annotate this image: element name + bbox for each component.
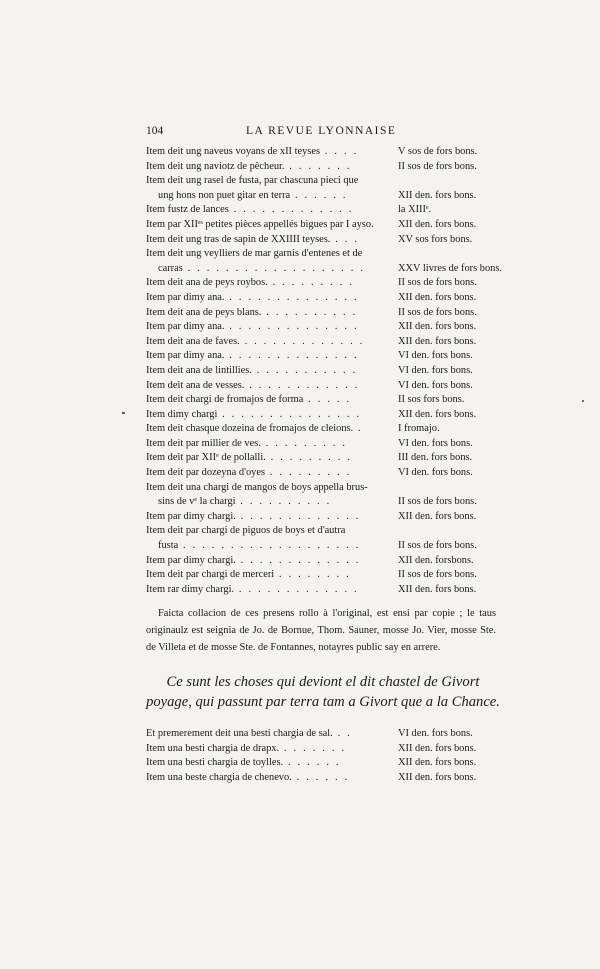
toll-entry	[146, 771, 496, 786]
toll-amount: VI den. fors bons.	[398, 364, 473, 376]
toll-entry	[146, 320, 496, 335]
journal-title: LA REVUE LYONNAISE	[246, 125, 397, 137]
toll-entry	[146, 160, 496, 175]
entry-text: Item una besti chargia de drapx. . . . . . . .	[146, 742, 347, 754]
toll-amount: XII den. forsbons.	[398, 554, 474, 566]
entry-text: fusta . . . . . . . . . . . . . . . . . . .	[158, 540, 361, 552]
entry-text: Item deit ung veylliers de mar garnis d'entenes et de	[146, 248, 363, 260]
toll-amount: XII den. fors bons.	[398, 218, 477, 230]
leader-dots: . . . . . . .	[284, 160, 352, 172]
entry-text: Item deit par chargi de merceri . . . . . . . .	[146, 569, 351, 581]
leader-dots: . . . . . . . . .	[260, 437, 348, 449]
toll-entry	[146, 276, 496, 291]
toll-amount: III den. fors bons.	[398, 452, 473, 464]
toll-amount: XXV livres de fors bons.	[398, 262, 502, 274]
toll-entry	[146, 218, 496, 233]
entry-text: ung hons non puet gitar en terra . . . . . .	[158, 189, 348, 201]
toll-amount: II sos de fors bons.	[398, 160, 477, 172]
entry-text: Item par dimy chargi. . . . . . . . . . . . . .	[146, 554, 361, 566]
toll-amount: VI den. fors bons.	[398, 728, 473, 739]
leader-dots: . . . . . . . . . . . . . .	[224, 291, 359, 303]
leader-dots: . . . . . . . . .	[267, 277, 355, 289]
leader-dots: . . . . . . . . .	[265, 452, 353, 464]
entry-text: Item par dimy ana. . . . . . . . . . . . . . .	[146, 350, 359, 362]
leader-dots: . . . . . . . . . . . . . .	[224, 350, 359, 362]
entry-text: Item deit ung naveus voyans de xII teyses . . . .	[146, 146, 359, 157]
toll-entry	[146, 568, 496, 583]
entry-text: Item una beste chargia de chenevo. . . . . . .	[146, 771, 350, 783]
leader-dots: . . . . . . . .	[274, 569, 351, 581]
collation-note	[146, 606, 496, 656]
entry-text: Item deit ana de vesses. . . . . . . . . . . . .	[146, 379, 360, 391]
leader-dots: . . . . . .	[291, 771, 350, 783]
entry-text: Item deit ung naviotz de pêcheur. . . . . . . .	[146, 160, 352, 172]
margin-mark	[582, 400, 584, 402]
leader-dots: . . . . . . . . . .	[261, 306, 358, 318]
section-heading: Ce sunt les choses qui deviont el dit chastel de Givort poyage, qui passunt par terra tam a Givort que a la Chance.	[146, 674, 500, 710]
toll-amount: XII den. fors bons.	[398, 510, 477, 522]
entry-text: Item deit chasque dozeina de fromajos de cleions. .	[146, 423, 363, 435]
toll-amount: VI den. fors bons.	[398, 350, 473, 362]
page-number: 104	[146, 125, 164, 137]
entry-text: Item dimy chargi . . . . . . . . . . . . . . .	[146, 408, 362, 420]
leader-dots: . . . . . . .	[279, 742, 347, 754]
toll-entry	[146, 742, 496, 757]
entry-text: Item deit ung tras de sapin de XXIIII teyses. . . .	[146, 233, 360, 245]
leader-dots: . . .	[330, 233, 360, 245]
toll-amount: XII den. fors bons.	[398, 408, 477, 420]
leader-dots: . . . .	[320, 146, 359, 157]
toll-entry	[146, 481, 496, 510]
toll-entry	[146, 466, 496, 481]
toll-entry	[146, 349, 496, 364]
toll-amount: XII den. fors bons.	[398, 583, 477, 595]
entry-text: Item deit ana de peys blans. . . . . . . . . . .	[146, 306, 358, 318]
toll-amount: XII den. fors bons.	[398, 335, 477, 347]
margin-mark	[122, 412, 125, 414]
toll-amount: XII den. fors bons.	[398, 321, 477, 333]
toll-amount: XII den. fors bons.	[398, 291, 477, 303]
entry-text: Item deit ana de lintillies. . . . . . . . . . . .	[146, 364, 358, 376]
toll-entry	[146, 233, 496, 248]
entry-text: Item una besti chargia de toylles. . . . . . .	[146, 757, 341, 769]
toll-amount: VI den. fors bons.	[398, 379, 473, 391]
leader-dots: . . . . . . . . . . . . .	[228, 204, 354, 216]
leader-dots: . . . . . . . . . . . . .	[234, 583, 359, 595]
toll-entry	[146, 379, 496, 394]
toll-entry	[146, 510, 496, 525]
running-header	[146, 125, 476, 139]
collation-note-text: Faicta collacion de ces presens rollo à l'original, est ensi par copie ; le taus originaulz est seignia de Jo. de Bornue, Thom. Sauner, mosse Jo. Vier, mosse Ste. de Villeta et de mosse Ste. de Fontannes, notayres public say en arrere.	[146, 608, 496, 653]
entry-text: Item deit ana de faves. . . . . . . . . . . . . .	[146, 335, 365, 347]
toll-amount: II sos de fors bons.	[398, 306, 477, 318]
leader-dots: . . . . . . . . . . . . . . . . . . .	[182, 262, 366, 274]
entry-text: Item rar dimy chargi. . . . . . . . . . . . . .	[146, 583, 359, 595]
entry-text: Item deit par XIIᵉ de pollalli. . . . . . . . . .	[146, 452, 353, 464]
toll-list	[146, 145, 502, 597]
toll-amount: XII den. fors bons.	[398, 742, 477, 754]
toll-amount: XII den. fors bons.	[398, 757, 477, 769]
leader-dots: . . . . . . . . . . . .	[244, 379, 360, 391]
toll-entry	[146, 727, 496, 742]
toll-entry	[146, 291, 496, 306]
toll-amount: II sos fors bons.	[398, 394, 465, 406]
leader-dots: . . . . . . . . . . .	[251, 364, 358, 376]
toll-amount: VI den. fors bons.	[398, 437, 473, 449]
toll-amount: XII den. fors bons.	[398, 189, 477, 201]
toll-amount: V sos de fors bons.	[398, 146, 478, 157]
leader-dots: . . . . . . . . . . . . . . . . . . .	[178, 540, 361, 552]
land-toll-list	[146, 727, 496, 785]
toll-entry	[146, 408, 496, 423]
toll-amount: II sos de fors bons.	[398, 277, 477, 289]
entry-text: Item deit una chargi de mangos de boys appella brus-	[146, 481, 368, 493]
leader-dots: . . . . . . . . . . . . .	[235, 554, 361, 566]
leader-dots: . . . . . .	[290, 189, 348, 201]
toll-entry	[146, 756, 496, 771]
entry-text: Item par XIIᵉˢ petites pièces appellés bigues par I ayso.	[146, 218, 374, 230]
entry-text: Item par dimy chargi. . . . . . . . . . . . . .	[146, 510, 361, 522]
toll-amount: XII den. fors bons.	[398, 771, 477, 783]
toll-amount: VI den. fors bons.	[398, 467, 473, 479]
entry-text: Item deit par dozeyna d'oyes . . . . . . . . .	[146, 467, 352, 479]
entry-text: Item par dimy ana. . . . . . . . . . . . . . .	[146, 291, 359, 303]
leader-dots: . . . . . . . . . . . . .	[239, 335, 365, 347]
toll-entry	[146, 174, 496, 203]
toll-entry	[146, 451, 496, 466]
entry-text: Item fustz de lances . . . . . . . . . . . . .	[146, 204, 354, 216]
toll-amount: II sos de fors bons.	[398, 569, 477, 581]
toll-amount: la XIIIᵉ.	[398, 204, 432, 216]
toll-entry	[146, 306, 496, 321]
entry-text: Item deit ana de peys roybos. . . . . . . . . .	[146, 277, 355, 289]
entry-text: Item deit ung rasel de fusta, par chascuna pieci que	[146, 175, 359, 187]
entry-text: Et premerement deit una besti chargia de sal. . .	[146, 728, 352, 739]
entry-text: Item deit par millier de ves. . . . . . . . . .	[146, 437, 348, 449]
toll-amount: II sos de fors bons.	[398, 540, 477, 552]
leader-dots: . . . . . . . . . . . . .	[235, 510, 361, 522]
leader-dots: . .	[332, 728, 352, 739]
toll-amount: II sos de fors bons.	[398, 496, 477, 508]
toll-entry	[146, 364, 496, 379]
leader-dots: .	[353, 423, 363, 435]
toll-entry	[146, 247, 502, 276]
leader-dots: . . . . . . . . . .	[235, 496, 332, 508]
toll-entry	[146, 524, 496, 553]
toll-amount: XV sos fors bons.	[398, 233, 473, 245]
entry-text: Item deit par chargi de piguos de boys et d'autra	[146, 525, 346, 537]
leader-dots: . . . . . .	[283, 757, 341, 769]
leader-dots: . . . . . . . . . . . . . .	[224, 321, 359, 333]
toll-entry	[146, 437, 496, 452]
toll-entry	[146, 335, 496, 350]
toll-entry	[146, 583, 496, 598]
toll-entry	[146, 393, 496, 408]
toll-amount: I fromajo.	[398, 423, 440, 435]
leader-dots: . . . . .	[303, 394, 352, 406]
leader-dots: . . . . . . . . .	[265, 467, 352, 479]
entry-text: sins de vᵉ la chargi . . . . . . . . . .	[158, 496, 332, 508]
entry-text: Item deit chargi de fromajos de forma . . . . .	[146, 394, 352, 406]
toll-entry	[146, 203, 496, 218]
leader-dots: . . . . . . . . . . . . . . .	[217, 408, 362, 420]
toll-entry	[146, 422, 496, 437]
toll-entry	[146, 554, 496, 569]
entry-text: Item par dimy ana. . . . . . . . . . . . . . .	[146, 321, 359, 333]
toll-entry	[146, 145, 496, 160]
entry-text: carras . . . . . . . . . . . . . . . . . . .	[158, 262, 366, 274]
